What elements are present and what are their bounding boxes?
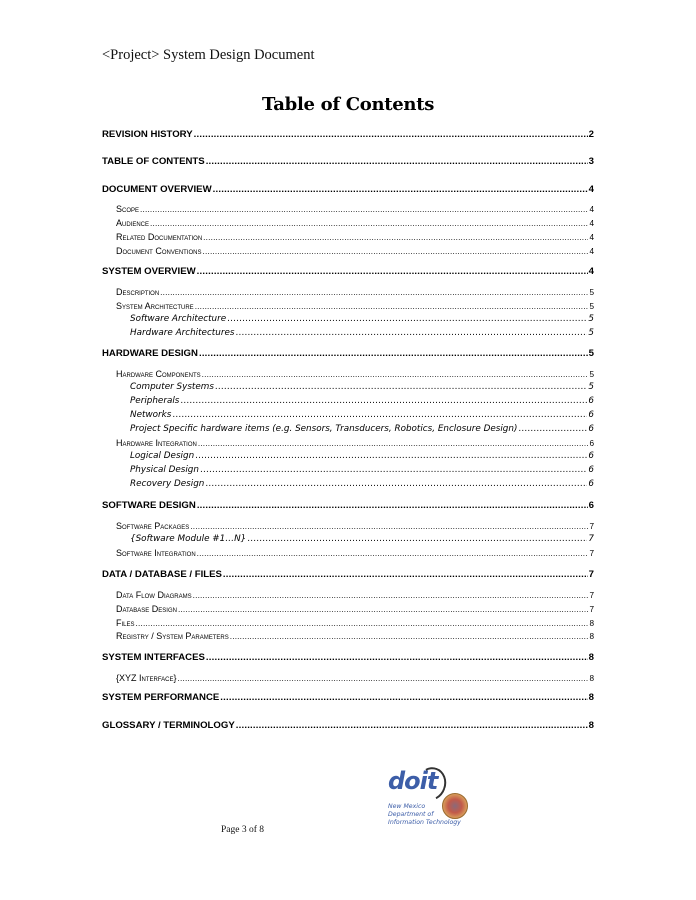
leader-dots: [206, 651, 588, 664]
leader-dots: [198, 438, 589, 449]
leader-dots: [197, 499, 588, 512]
toc-entry-page: 5: [589, 302, 594, 311]
toc-entry-page: 6: [589, 439, 594, 448]
toc-entry[interactable]: [102, 617, 594, 629]
toc-entry[interactable]: [102, 464, 594, 477]
toc-entry-label: {Software Module #1…N}: [130, 534, 247, 544]
logo-line-3: Information Technology: [388, 819, 461, 826]
toc-entry-page: 7: [589, 522, 594, 531]
toc-entry[interactable]: [102, 217, 594, 229]
toc-entry-page: 6: [588, 410, 594, 420]
leader-dots: [230, 631, 589, 642]
toc-entry-label: Audience: [116, 218, 150, 228]
toc-entry-label: SYSTEM PERFORMANCE: [102, 692, 220, 703]
leader-dots: [206, 155, 588, 168]
toc-entry-label: Physical Design: [130, 465, 199, 475]
toc-entry[interactable]: [102, 313, 594, 326]
toc-entry-page: 5: [588, 382, 594, 392]
leader-dots: [518, 423, 587, 436]
toc-entry-page: 8: [588, 692, 594, 703]
leader-dots: [160, 287, 588, 298]
toc-entry[interactable]: [102, 478, 594, 491]
toc-entry-label: TABLE OF CONTENTS: [102, 156, 205, 167]
toc-entry[interactable]: [102, 409, 594, 422]
toc-entry-label: DATA / DATABASE / FILES: [102, 569, 222, 580]
leader-dots: [136, 618, 589, 629]
toc-entry[interactable]: [102, 719, 594, 732]
leader-dots: [197, 265, 588, 278]
toc-entry-page: 7: [589, 591, 594, 600]
toc-entry-page: 8: [588, 652, 594, 663]
toc-entry-label: Document Conventions: [116, 246, 202, 256]
toc-entry-page: 4: [588, 266, 594, 277]
toc-entry-page: 6: [588, 479, 594, 489]
toc-entry[interactable]: [102, 265, 594, 278]
toc-entry[interactable]: [102, 533, 594, 546]
toc-entry-label: Scope: [116, 204, 140, 214]
toc-entry-page: 6: [588, 451, 594, 461]
toc-entry-page: 4: [588, 184, 594, 195]
toc-entry[interactable]: [102, 437, 594, 449]
leader-dots: [150, 218, 588, 229]
toc-entry-label: Data Flow Diagrams: [116, 590, 192, 600]
leader-dots: [203, 232, 588, 243]
toc-entry-page: 8: [588, 720, 594, 731]
toc-entry-label: {XYZ Interface}: [116, 673, 177, 683]
toc-entry-label: Files: [116, 618, 135, 628]
toc-entry-label: SYSTEM OVERVIEW: [102, 266, 196, 277]
leader-dots: [195, 301, 589, 312]
toc-entry-label: Peripherals: [130, 396, 180, 406]
logo-caption: [388, 803, 461, 827]
leader-dots: [140, 204, 588, 215]
toc-entry-label: Database Design: [116, 604, 177, 614]
toc-entry-label: HARDWARE DESIGN: [102, 348, 198, 359]
page-number: Page 3 of 8: [221, 825, 265, 835]
toc-entry-label: Description: [116, 287, 160, 297]
toc-entry[interactable]: [102, 691, 594, 704]
toc-entry-page: 5: [588, 328, 594, 338]
toc-title-text: Table of Contents: [261, 94, 435, 115]
toc-entry-page: 7: [589, 605, 594, 614]
toc-entry[interactable]: [102, 300, 594, 312]
toc-entry-page: 4: [589, 219, 594, 228]
toc-entry-page: 8: [589, 632, 594, 641]
leader-dots: [194, 128, 588, 141]
toc-entry-label: Software Packages: [116, 521, 190, 531]
toc-entry-label: REVISION HISTORY: [102, 129, 193, 140]
toc-entry[interactable]: [102, 155, 594, 168]
toc-entry-page: 6: [588, 500, 594, 511]
logo-wordmark: doit: [388, 767, 438, 795]
toc-entry[interactable]: [102, 368, 594, 380]
toc-entry[interactable]: [102, 381, 594, 394]
toc-entry-label: DOCUMENT OVERVIEW: [102, 184, 212, 195]
toc-entry-page: 2: [588, 129, 594, 140]
leader-dots: [247, 533, 587, 546]
toc-entry-label: Related Documentation: [116, 232, 203, 242]
toc-entry[interactable]: [102, 231, 594, 243]
toc-entry-label: Hardware Architectures: [130, 328, 235, 338]
leader-dots: [195, 450, 587, 463]
toc-entry-label: Hardware Integration: [116, 438, 197, 448]
toc-entry[interactable]: [102, 327, 594, 340]
toc-entry[interactable]: [102, 630, 594, 642]
leader-dots: [200, 464, 587, 477]
toc-entry[interactable]: [102, 423, 594, 436]
leader-dots: [190, 521, 588, 532]
leader-dots: [227, 313, 587, 326]
toc-entry-page: 4: [589, 205, 594, 214]
leader-dots: [236, 719, 588, 732]
toc-entry-label: Recovery Design: [130, 479, 205, 489]
toc-entry-page: 5: [588, 314, 594, 324]
toc-entry[interactable]: [102, 547, 594, 559]
toc-entry-label: Networks: [130, 410, 172, 420]
document-header: <Project> System Design Document: [102, 47, 315, 63]
leader-dots: [205, 478, 587, 491]
toc-entry-label: Software Integration: [116, 548, 196, 558]
toc-entry-page: 8: [589, 674, 594, 683]
leader-dots: [223, 568, 588, 581]
toc-entry[interactable]: [102, 128, 594, 141]
toc-entry-page: 8: [589, 619, 594, 628]
leader-dots: [197, 548, 589, 559]
toc-entry[interactable]: [102, 450, 594, 463]
logo-line-1: New Mexico: [388, 803, 426, 810]
toc-entry-page: 7: [589, 549, 594, 558]
toc-entry-page: 6: [588, 465, 594, 475]
toc-entry-label: System Architecture: [116, 301, 194, 311]
toc-entry-page: 6: [588, 396, 594, 406]
toc-entry-page: 5: [589, 288, 594, 297]
toc-entry-page: 5: [589, 370, 594, 379]
toc-entry-page: 6: [588, 424, 594, 434]
toc-entry[interactable]: [102, 568, 594, 581]
leader-dots: [178, 673, 589, 684]
leader-dots: [202, 369, 589, 380]
leader-dots: [178, 604, 588, 615]
toc-entry[interactable]: [102, 183, 594, 196]
toc-entry[interactable]: [102, 672, 594, 684]
toc-entry-label: GLOSSARY / TERMINOLOGY: [102, 720, 235, 731]
toc-entry[interactable]: [102, 651, 594, 664]
toc-entry[interactable]: [102, 203, 594, 215]
leader-dots: [215, 381, 587, 394]
toc-entry-label: Project Specific hardware items (e.g. Sensors, Transducers, Robotics, Enclosure Design): [130, 424, 518, 434]
leader-dots: [220, 691, 587, 704]
leader-dots: [203, 246, 589, 257]
toc-entry[interactable]: [102, 603, 594, 615]
toc-entry[interactable]: [102, 499, 594, 512]
logo-line-2: Department of: [388, 811, 434, 818]
leader-dots: [213, 183, 588, 196]
leader-dots: [180, 395, 587, 408]
doit-logo: [386, 767, 471, 835]
leader-dots: [193, 590, 589, 601]
toc-entry-page: 4: [589, 233, 594, 242]
toc-entry-label: Logical Design: [130, 451, 195, 461]
toc-entry[interactable]: [102, 589, 594, 601]
toc-entry[interactable]: [102, 245, 594, 257]
toc-entry-label: Computer Systems: [130, 382, 214, 392]
toc-entry-page: 7: [588, 534, 594, 544]
toc-title: [0, 94, 696, 115]
toc-entry[interactable]: [102, 520, 594, 532]
toc-entry-page: 4: [589, 247, 594, 256]
leader-dots: [172, 409, 587, 422]
toc-entry-label: Registry / System Parameters: [116, 631, 229, 641]
toc-entry-label: SYSTEM INTERFACES: [102, 652, 205, 663]
toc-entry-label: Software Architecture: [130, 314, 227, 324]
toc-entry-label: SOFTWARE DESIGN: [102, 500, 196, 511]
leader-dots: [199, 347, 588, 360]
toc-entry[interactable]: [102, 286, 594, 298]
leader-dots: [235, 327, 587, 340]
toc-entry-page: 7: [588, 569, 594, 580]
toc-entry-page: 5: [588, 348, 594, 359]
toc-entry-label: Hardware Components: [116, 369, 201, 379]
toc-entry-page: 3: [588, 156, 594, 167]
toc-entry[interactable]: [102, 347, 594, 360]
toc-entry[interactable]: [102, 395, 594, 408]
